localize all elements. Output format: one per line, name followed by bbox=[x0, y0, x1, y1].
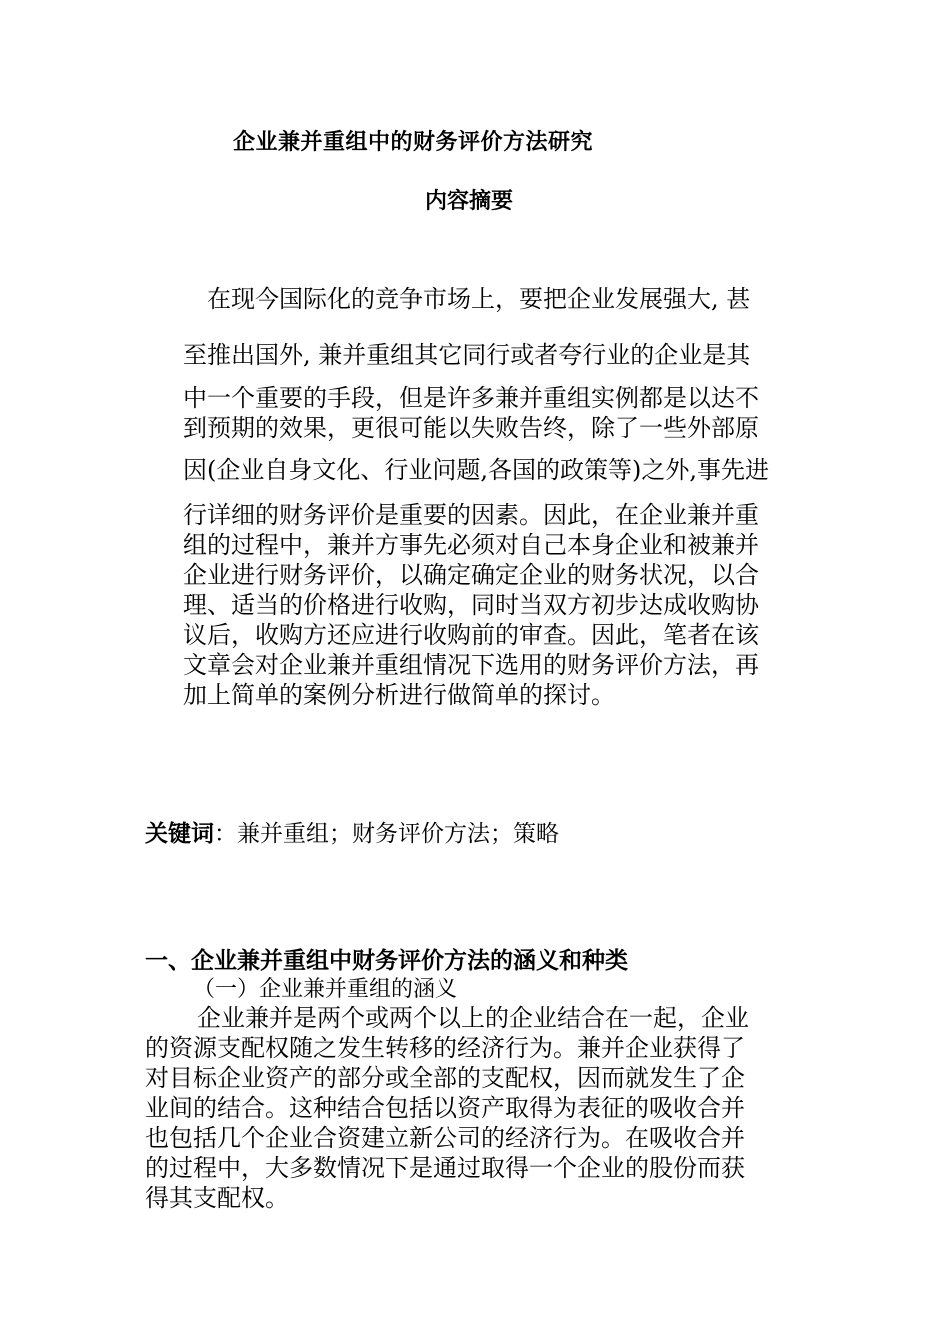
abstract-line: 组的过程中，兼并方事先必须对自己本身企业和被兼并 bbox=[183, 531, 759, 559]
abstract-line: 加上简单的案例分析进行做简单的探讨。 bbox=[183, 681, 615, 709]
section-heading: 一、企业兼并重组中财务评价方法的涵义和种类 bbox=[145, 947, 628, 974]
abstract-line: 文章会对企业兼并重组情况下选用的财务评价方法，再 bbox=[183, 651, 759, 679]
abstract-line: 在现今国际化的竞争市场上，要把企业发展强大, 甚 bbox=[207, 285, 751, 313]
abstract-line: 议后，收购方还应进行收购前的审查。因此，笔者在该 bbox=[183, 621, 759, 649]
document-title: 企业兼并重组中的财务评价方法研究 bbox=[233, 129, 594, 155]
abstract-line: 理、适当的价格进行收购，同时当双方初步达成收购协 bbox=[183, 591, 759, 619]
body-line: 企业兼并是两个或两个以上的企业结合在一起，企业 bbox=[197, 1004, 749, 1032]
abstract-line: 行详细的财务评价是重要的因素。因此，在企业兼并重 bbox=[183, 501, 759, 529]
abstract-line: 到预期的效果，更很可能以失败告终，除了一些外部原 bbox=[183, 414, 759, 442]
keywords-text: ：兼并重组；财务评价方法；策略 bbox=[214, 821, 559, 847]
abstract-line: 因(企业自身文化、行业问题,各国的政策等)之外,事先进 bbox=[183, 456, 769, 484]
keywords bbox=[145, 815, 559, 848]
abstract-line: 至推出国外, 兼并重组其它同行或者夸行业的企业是其 bbox=[183, 341, 751, 369]
body-line: 的资源支配权随之发生转移的经济行为。兼并企业获得了 bbox=[145, 1034, 745, 1062]
abstract-heading: 内容摘要 bbox=[425, 188, 514, 214]
body-line: 对目标企业资产的部分或全部的支配权，因而就发生了企 bbox=[145, 1064, 745, 1092]
body-line: 业间的结合。这种结合包括以资产取得为表征的吸收合并 bbox=[145, 1094, 745, 1122]
abstract-line: 企业进行财务评价，以确定确定企业的财务状况，以合 bbox=[183, 561, 759, 589]
sub-heading: （一）企业兼并重组的涵义 bbox=[193, 977, 458, 1002]
body-line: 的过程中，大多数情况下是通过取得一个企业的股份而获 bbox=[145, 1154, 745, 1182]
body-line: 也包括几个企业合资建立新公司的经济行为。在吸收合并 bbox=[145, 1124, 745, 1152]
body-line: 得其支配权。 bbox=[145, 1184, 289, 1212]
keywords-label: 关键词 bbox=[145, 820, 214, 847]
abstract-line: 中一个重要的手段，但是许多兼并重组实例都是以达不 bbox=[183, 384, 759, 412]
